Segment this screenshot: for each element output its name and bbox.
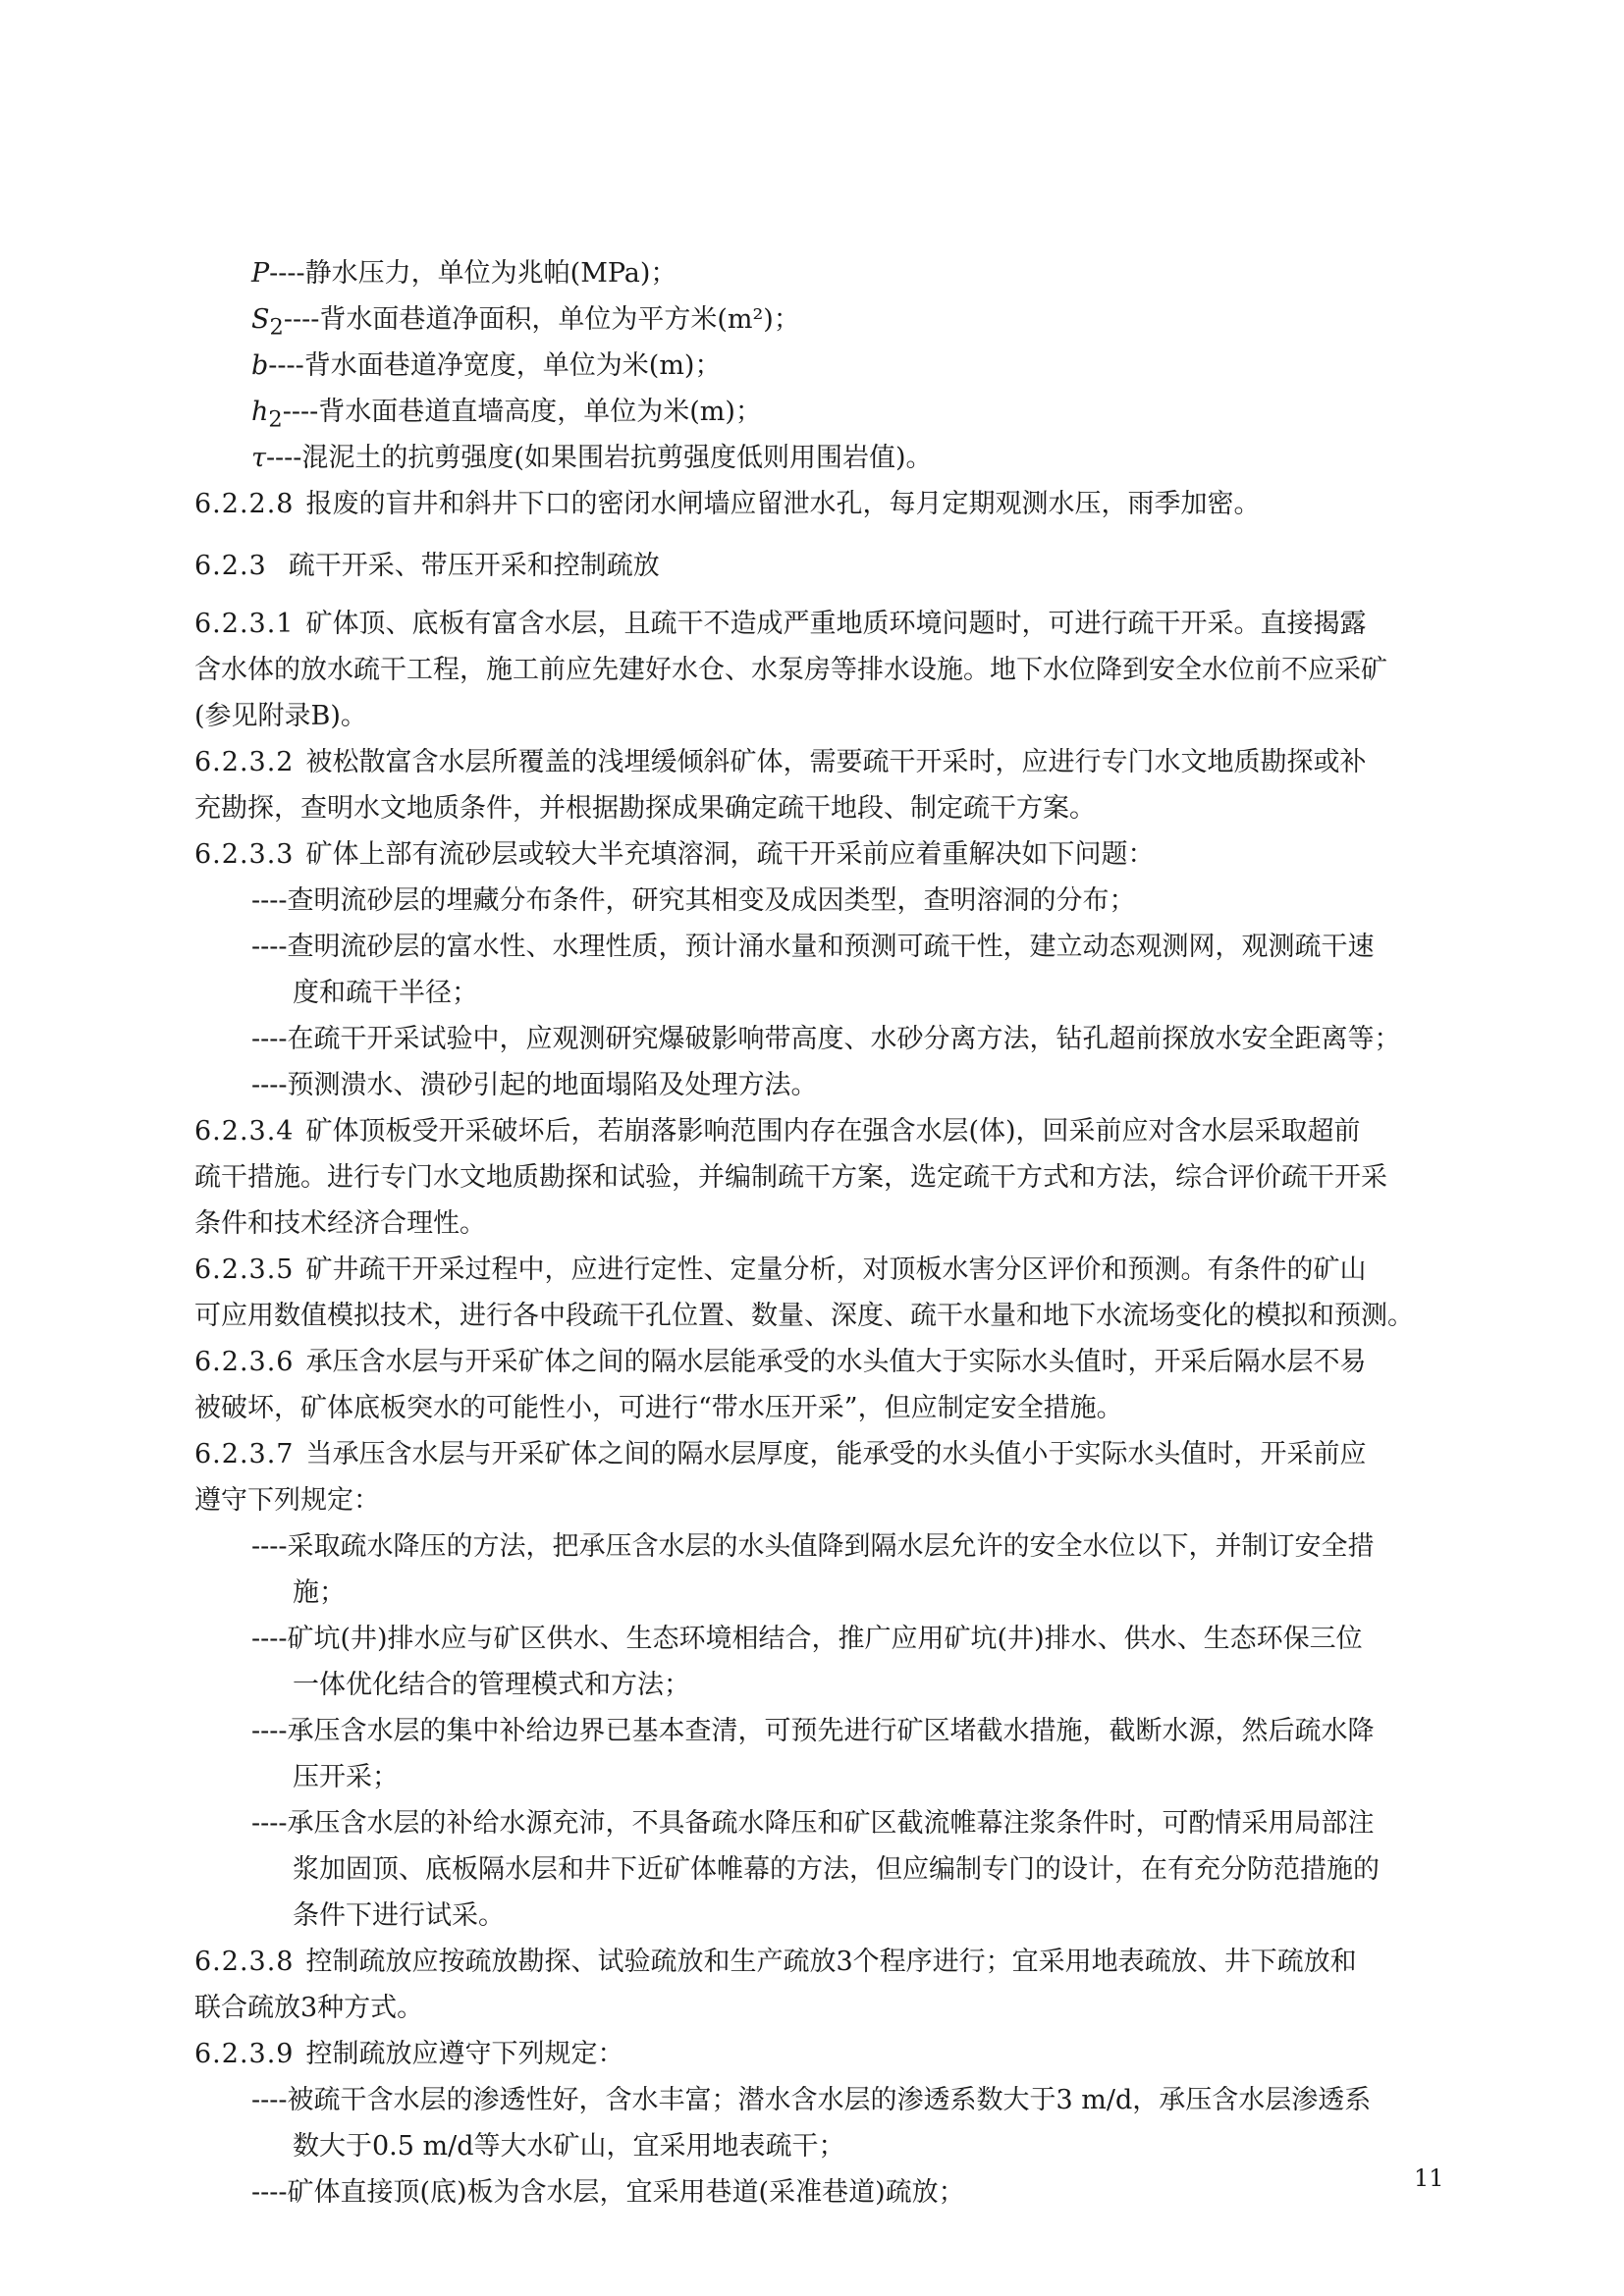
clause-6-2-3-6: [194, 1339, 1471, 1431]
clause-text: 矿井疏干开采过程中，应进行定性、定量分析，对顶板水害分区评价和预测。有条件的矿山: [305, 1255, 1367, 1285]
clause-text: 被松散富含水层所覆盖的浅埋缓倾斜矿体，需要疏干开采时，应进行专门水文地质勘探或补: [305, 747, 1367, 777]
variable-symbol: S: [251, 304, 270, 335]
clause-number: 6.2.3.4: [194, 1116, 295, 1147]
clause-number: 6.2.2.8: [194, 489, 295, 519]
clause-line: 被破坏，矿体底板突水的可能性小，可进行“带水压开采”，但应制定安全措施。: [194, 1393, 1123, 1423]
variable-definition: [194, 250, 1471, 296]
variable-definition: [194, 389, 1471, 435]
clause-line: 遵守下列规定：: [194, 1485, 380, 1516]
list-item: ----矿体直接顶(底)板为含水层，宜采用巷道(采准巷道)疏放；: [251, 2177, 965, 2208]
clause-text: 矿体顶板受开采破坏后，若崩落影响范围内存在强含水层(体)，回采前应对含水层采取超前: [305, 1116, 1361, 1147]
variable-text: ----背水面巷道净宽度，单位为米(m)；: [268, 350, 722, 381]
clause-line: 可应用数值模拟技术，进行各中段疏干孔位置、数量、深度、疏干水量和地下水流场变化的模拟和预测。: [194, 1301, 1414, 1331]
list-item-continuation: 数大于0.5 m/d等大水矿山，宜采用地表疏干；: [293, 2131, 845, 2162]
variable-symbol: b: [251, 350, 269, 381]
clause-6-2-3-2: [194, 739, 1471, 831]
section-heading: [194, 543, 1471, 589]
clause-number: 6.2.3.8: [194, 1947, 295, 1977]
clause-text: 矿体顶、底板有富含水层，且疏干不造成严重地质环境问题时，可进行疏干开采。直接揭露: [305, 609, 1367, 639]
list-item: ----预测溃水、溃砂引起的地面塌陷及处理方法。: [251, 1070, 818, 1100]
clause-line: 条件和技术经济合理性。: [194, 1208, 486, 1239]
variable-list: [194, 250, 1471, 481]
clause-line: [194, 2031, 1471, 2077]
variable-symbol: τ: [251, 443, 266, 473]
clause-line: [194, 481, 1471, 527]
list-item: ----查明流砂层的埋藏分布条件，研究其相变及成因类型，查明溶洞的分布；: [251, 885, 1136, 916]
variable-text: ----背水面巷道净面积，单位为平方米(m²)；: [283, 304, 800, 335]
clause-6-2-3-3: [194, 831, 1471, 1108]
variable-symbol: P: [251, 258, 270, 289]
list-item: ----查明流砂层的富水性、水理性质，预计涌水量和预测可疏干性，建立动态观测网，观测疏干速: [251, 932, 1375, 962]
clause-line: [194, 1939, 1471, 1985]
list-item: ----承压含水层的集中补给边界已基本查清，可预先进行矿区堵截水措施，截断水源，然后疏水降: [251, 1716, 1375, 1746]
clause-line: [194, 1247, 1471, 1293]
variable-text: ----背水面巷道直墙高度，单位为米(m)；: [282, 397, 762, 427]
clause-line: (参见附录B)。: [194, 701, 367, 731]
variable-subscript: 2: [268, 406, 283, 433]
variable-definition: [194, 343, 1471, 389]
section-title: 疏干开采、带压开采和控制疏放: [288, 551, 660, 581]
variable-definition: [194, 435, 1471, 481]
variable-text: ----静水压力，单位为兆帕(MPa)；: [269, 258, 677, 289]
clause-line: 含水体的放水疏干工程，施工前应先建好水仓、水泵房等排水设施。地下水位降到安全水位前不应采矿: [194, 655, 1387, 685]
document-body: [194, 250, 1471, 2216]
clause-number: 6.2.3.6: [194, 1347, 295, 1377]
clause-line: [194, 1339, 1471, 1385]
clause-line: [194, 601, 1471, 647]
list-item-continuation: 施；: [293, 1577, 346, 1608]
variable-symbol: h: [251, 397, 269, 427]
variable-definition: [194, 296, 1471, 343]
variable-subscript: 2: [269, 314, 284, 341]
clause-6-2-3-7: [194, 1431, 1471, 1939]
list-item: ----采取疏水降压的方法，把承压含水层的水头值降到隔水层允许的安全水位以下，并制订安全措: [251, 1531, 1375, 1562]
clause-number: 6.2.3.1: [194, 609, 295, 639]
section-number: 6.2.3: [194, 551, 267, 581]
clause-line: [194, 831, 1471, 878]
clause-line: 充勘探，查明水文地质条件，并根据勘探成果确定疏干地段、制定疏干方案。: [194, 793, 1096, 824]
list-item-continuation: 浆加固顶、底板隔水层和井下近矿体帷幕的方法，但应编制专门的设计，在有充分防范措施的: [293, 1854, 1380, 1885]
list-item: ----矿坑(井)排水应与矿区供水、生态环境相结合，推广应用矿坑(井)排水、供水、生态环保三位: [251, 1624, 1363, 1654]
clause-6-2-3-5: [194, 1247, 1471, 1339]
clause-number: 6.2.3.5: [194, 1255, 295, 1285]
clause-line: 疏干措施。进行专门水文地质勘探和试验，并编制疏干方案，选定疏干方式和方法，综合评价疏干开采: [194, 1162, 1387, 1193]
clause-6-2-3-1: [194, 601, 1471, 739]
clause-number: 6.2.3.3: [194, 839, 295, 870]
clause-number: 6.2.3.2: [194, 747, 295, 777]
clause-text: 承压含水层与开采矿体之间的隔水层能承受的水头值大于实际水头值时，开采后隔水层不易: [305, 1347, 1367, 1377]
clause-6-2-3-9: [194, 2031, 1471, 2216]
list-item-continuation: 条件下进行试采。: [293, 1900, 505, 1931]
clause-text: 控制疏放应按疏放勘探、试验疏放和生产疏放3个程序进行；宜采用地表疏放、井下疏放和: [305, 1947, 1357, 1977]
list-item: ----在疏干开采试验中，应观测研究爆破影响带高度、水砂分离方法，钻孔超前探放水安全距离等；: [251, 1024, 1401, 1054]
clause-line: [194, 1108, 1471, 1154]
list-item: ----被疏干含水层的渗透性好，含水丰富；潜水含水层的渗透系数大于3 m/d，承压含水层渗透系: [251, 2085, 1372, 2115]
list-item: ----承压含水层的补给水源充沛，不具备疏水降压和矿区截流帷幕注浆条件时，可酌情采用局部注: [251, 1808, 1375, 1839]
clause-6-2-2-8: [194, 481, 1471, 527]
clause-text: 矿体上部有流砂层或较大半充填溶洞，疏干开采前应着重解决如下问题：: [305, 839, 1155, 870]
list-item-continuation: 一体优化结合的管理模式和方法；: [293, 1670, 690, 1700]
list-item-continuation: 压开采；: [293, 1762, 399, 1792]
clause-text: 当承压含水层与开采矿体之间的隔水层厚度，能承受的水头值小于实际水头值时，开采前应: [305, 1439, 1367, 1469]
clause-line: 联合疏放3种方式。: [194, 1993, 424, 2023]
clause-line: [194, 739, 1471, 785]
variable-text: ----混泥土的抗剪强度(如果围岩抗剪强度低则用围岩值)。: [265, 443, 933, 473]
page-number: 11: [1414, 2164, 1444, 2192]
clause-number: 6.2.3.9: [194, 2039, 295, 2069]
list-item-continuation: 度和疏干半径；: [293, 978, 478, 1008]
clause-number: 6.2.3.7: [194, 1439, 295, 1469]
clause-6-2-3-4: [194, 1108, 1471, 1247]
clause-line: [194, 1431, 1471, 1477]
clause-text: 控制疏放应遵守下列规定：: [305, 2039, 624, 2069]
clause-6-2-3-8: [194, 1939, 1471, 2031]
clause-text: 报废的盲井和斜井下口的密闭水闸墙应留泄水孔，每月定期观测水压，雨季加密。: [305, 489, 1261, 519]
